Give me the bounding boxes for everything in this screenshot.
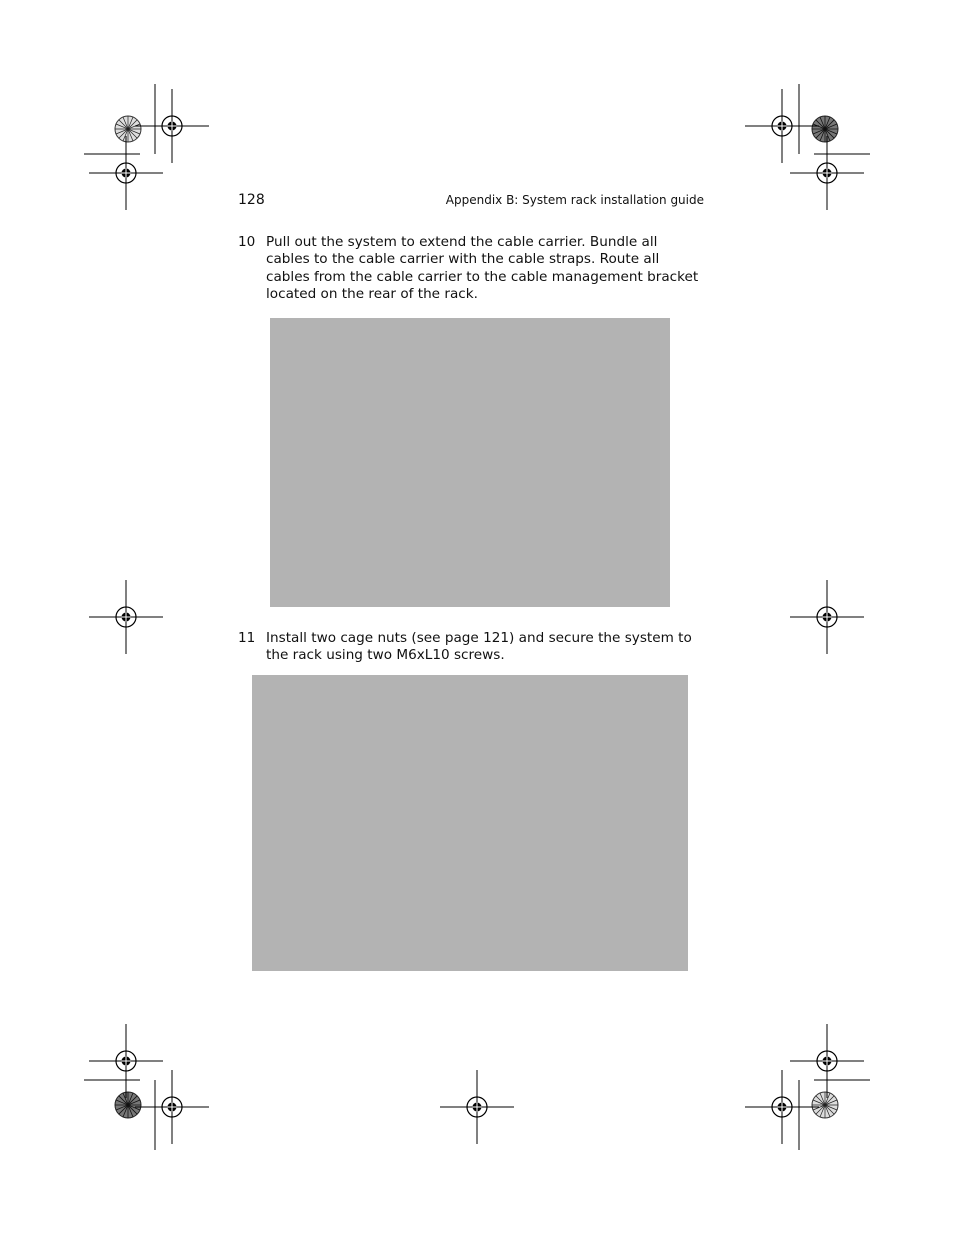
registration-mark-top-left-a xyxy=(135,89,209,163)
star-target-bottom-right xyxy=(812,1092,838,1118)
step-11 xyxy=(238,630,704,665)
registration-mark-middle-left xyxy=(89,580,163,654)
registration-mark-bottom-right-a xyxy=(790,1024,864,1098)
registration-mark-bottom-left-b xyxy=(135,1070,209,1144)
figure-cage-nuts-screws xyxy=(252,675,688,971)
registration-mark-bottom-center xyxy=(440,1070,514,1144)
figure-cable-carrier xyxy=(270,318,670,607)
step-text: Pull out the system to extend the cable carrier. Bundle all cables to the cable carrier with the cable straps. Route all cables from the cable carrier to the cable management bracket located on the rear of the rack. xyxy=(266,234,699,303)
registration-mark-middle-right xyxy=(790,580,864,654)
step-text: Install two cage nuts (see page 121) and secure the system to the rack using two M6xL10 screws. xyxy=(266,630,692,664)
registration-mark-bottom-left-a xyxy=(89,1024,163,1098)
step-number: 11 xyxy=(238,630,256,646)
registration-mark-top-right-b xyxy=(790,136,864,210)
registration-mark-bottom-right-b xyxy=(745,1070,819,1144)
running-header: Appendix B: System rack installation guide xyxy=(445,193,704,207)
star-target-top-right xyxy=(812,116,838,142)
crop-mark-top-right xyxy=(799,84,870,154)
step-number: 10 xyxy=(238,234,256,250)
star-target-bottom-left xyxy=(115,1092,141,1118)
star-target-top-left xyxy=(115,116,141,142)
registration-mark-top-left-b xyxy=(89,136,163,210)
step-10 xyxy=(238,234,704,304)
crop-mark-bottom-right xyxy=(799,1080,870,1150)
registration-mark-top-right-a xyxy=(745,89,819,163)
page-number: 128 xyxy=(238,192,265,208)
